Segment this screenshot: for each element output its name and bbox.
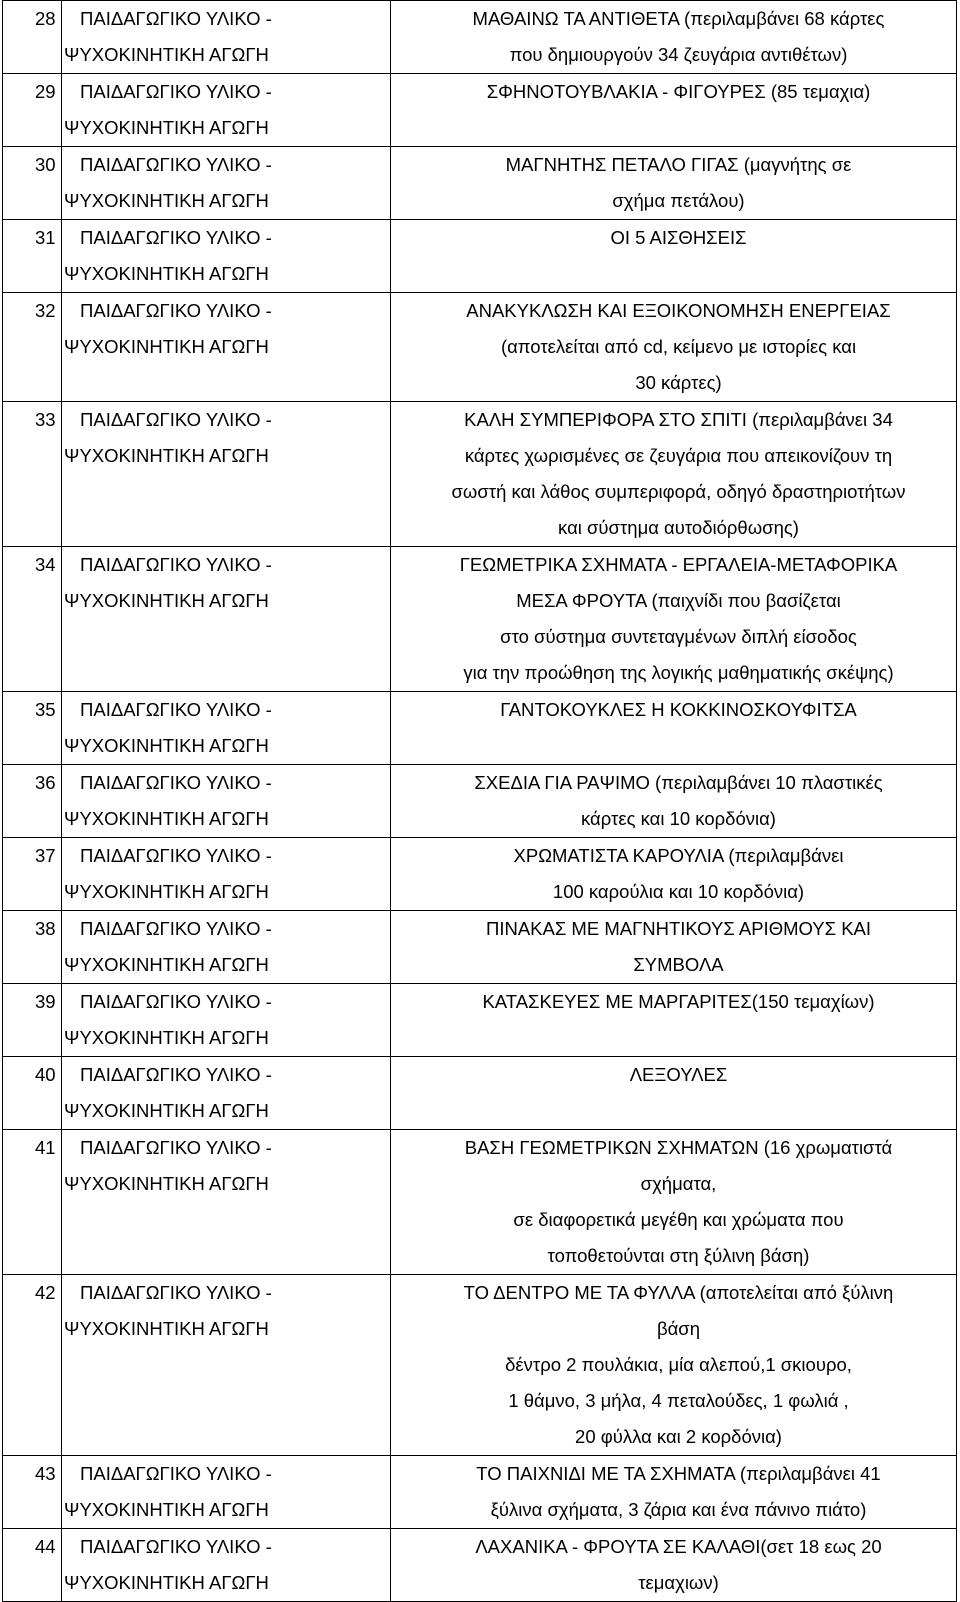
- item-description-line: ΛΕΞΟΥΛΕΣ: [629, 1064, 728, 1085]
- table-row: [3, 984, 957, 1057]
- item-description-line: [391, 256, 956, 292]
- item-category-line2: ΨΥΧΟΚΙΝΗΤΙΚΗ ΑΓΩΓΗ: [64, 1027, 269, 1048]
- item-category-line2: ΨΥΧΟΚΙΝΗΤΙΚΗ ΑΓΩΓΗ: [64, 1499, 269, 1520]
- item-description-line: ΠΙΝΑΚΑΣ ΜΕ ΜΑΓΝΗΤΙΚΟΥΣ ΑΡΙΘΜΟΥΣ ΚΑΙ: [485, 918, 872, 939]
- table-row: [3, 838, 957, 911]
- item-description-line: ΓΑΝΤΟΚΟΥΚΛΕΣ Η ΚΟΚΚΙΝΟΣΚΟΥΦΙΤΣΑ: [500, 699, 857, 720]
- item-description-cell: [391, 1130, 957, 1275]
- item-description-cell: [391, 74, 957, 147]
- item-category-line2: ΨΥΧΟΚΙΝΗΤΙΚΗ ΑΓΩΓΗ: [64, 1318, 269, 1339]
- item-number: 29: [35, 81, 56, 102]
- table-row: [3, 293, 957, 402]
- item-description-line: ΜΕΣΑ ΦΡΟΥΤΑ (παιχνίδι που βασίζεται: [516, 590, 841, 611]
- item-description-line: ΣΥΜΒΟΛΑ: [633, 954, 724, 975]
- item-category-line2: ΨΥΧΟΚΙΝΗΤΙΚΗ ΑΓΩΓΗ: [64, 1100, 269, 1121]
- item-description-cell: [391, 547, 957, 692]
- item-description-cell: [391, 911, 957, 984]
- item-number-cell: [3, 1529, 62, 1602]
- item-description-line: τοποθετούνται στη ξύλινη βάση): [547, 1245, 810, 1266]
- item-description-line: ΚΑΛΗ ΣΥΜΠΕΡΙΦΟΡΑ ΣΤΟ ΣΠΙΤΙ (περιλαμβάνει 34: [464, 409, 893, 430]
- item-number: 34: [35, 554, 56, 575]
- item-category-line1: ΠΑΙΔΑΓΩΓΙΚΟ ΥΛΙΚΟ -: [80, 409, 272, 430]
- item-description-line: σχήμα πετάλου): [612, 190, 745, 211]
- item-description-cell: [391, 1057, 957, 1130]
- item-description-line: (αποτελείται από cd, κείμενο με ιστορίες και: [500, 336, 857, 357]
- item-category-line2: ΨΥΧΟΚΙΝΗΤΙΚΗ ΑΓΩΓΗ: [64, 590, 269, 611]
- table-row: [3, 1130, 957, 1275]
- item-description-cell: [391, 1, 957, 74]
- item-description-line: για την προώθηση της λογικής μαθηματικής σκέψης): [463, 662, 894, 683]
- table-row: [3, 402, 957, 547]
- item-category-line2: ΨΥΧΟΚΙΝΗΤΙΚΗ ΑΓΩΓΗ: [64, 954, 269, 975]
- item-number: 35: [35, 699, 56, 720]
- item-description-line: 30 κάρτες): [635, 372, 722, 393]
- item-number: 44: [35, 1536, 56, 1557]
- item-description-cell: [391, 1529, 957, 1602]
- item-description-line: κάρτες χωρισμένες σε ζευγάρια που απεικονίζουν τη: [464, 445, 893, 466]
- item-number-cell: [3, 1275, 62, 1456]
- item-category-line2: ΨΥΧΟΚΙΝΗΤΙΚΗ ΑΓΩΓΗ: [64, 735, 269, 756]
- item-description-line: ΛΑΧΑΝΙΚΑ - ΦΡΟΥΤΑ ΣΕ ΚΑΛΑΘΙ(σετ 18 εως 20: [475, 1536, 882, 1557]
- item-number: 40: [35, 1064, 56, 1085]
- item-description-line: τεμαχιων): [638, 1572, 719, 1593]
- item-category-cell: [62, 1275, 391, 1456]
- item-description-line: [391, 728, 956, 764]
- item-category-cell: [62, 220, 391, 293]
- item-description-line: ΤΟ ΠΑΙΧΝΙΔΙ ΜΕ ΤΑ ΣΧΗΜΑΤΑ (περιλαμβάνει 41: [476, 1463, 881, 1484]
- item-category-cell: [62, 692, 391, 765]
- item-description-line: δέντρο 2 πουλάκια, μία αλεπού,1 σκιουρο,: [505, 1354, 852, 1375]
- item-number-cell: [3, 74, 62, 147]
- item-category-line1: ΠΑΙΔΑΓΩΓΙΚΟ ΥΛΙΚΟ -: [80, 918, 272, 939]
- item-description-cell: [391, 1275, 957, 1456]
- item-number-cell: [3, 984, 62, 1057]
- item-description-cell: [391, 293, 957, 402]
- item-description-line: ΤΟ ΔΕΝΤΡΟ ΜΕ ΤΑ ΦΥΛΛΑ (αποτελείται από ξύλινη: [463, 1282, 894, 1303]
- item-description-line: σχήματα,: [640, 1173, 717, 1194]
- item-category-line1: ΠΑΙΔΑΓΩΓΙΚΟ ΥΛΙΚΟ -: [80, 699, 272, 720]
- item-number: 36: [35, 772, 56, 793]
- item-category-cell: [62, 911, 391, 984]
- item-number: 30: [35, 154, 56, 175]
- item-category-cell: [62, 293, 391, 402]
- item-category-cell: [62, 402, 391, 547]
- table-row: [3, 547, 957, 692]
- item-number-cell: [3, 1456, 62, 1529]
- table-row: [3, 765, 957, 838]
- item-number-cell: [3, 402, 62, 547]
- item-category-line2: ΨΥΧΟΚΙΝΗΤΙΚΗ ΑΓΩΓΗ: [64, 44, 269, 65]
- item-category-line2: ΨΥΧΟΚΙΝΗΤΙΚΗ ΑΓΩΓΗ: [64, 190, 269, 211]
- item-description-line: και σύστημα αυτοδιόρθωσης): [558, 517, 799, 538]
- table-row: [3, 911, 957, 984]
- item-description-cell: [391, 220, 957, 293]
- item-category-line1: ΠΑΙΔΑΓΩΓΙΚΟ ΥΛΙΚΟ -: [80, 1282, 272, 1303]
- item-description-line: ΧΡΩΜΑΤΙΣΤΑ ΚΑΡΟΥΛΙΑ (περιλαμβάνει: [513, 845, 844, 866]
- item-number-cell: [3, 1130, 62, 1275]
- item-category-line2: ΨΥΧΟΚΙΝΗΤΙΚΗ ΑΓΩΓΗ: [64, 1173, 269, 1194]
- item-description-line: που δημιουργούν 34 ζευγάρια αντιθέτων): [509, 44, 848, 65]
- item-category-line1: ΠΑΙΔΑΓΩΓΙΚΟ ΥΛΙΚΟ -: [80, 772, 272, 793]
- item-description-cell: [391, 1456, 957, 1529]
- item-description-line: ξύλινα σχήματα, 3 ζάρια και ένα πάνινο πιάτο): [490, 1499, 867, 1520]
- item-number: 43: [35, 1463, 56, 1484]
- item-number: 39: [35, 991, 56, 1012]
- item-category-line2: ΨΥΧΟΚΙΝΗΤΙΚΗ ΑΓΩΓΗ: [64, 881, 269, 902]
- item-description-line: ΑΝΑΚΥΚΛΩΣΗ ΚΑΙ ΕΞΟΙΚΟΝΟΜΗΣΗ ΕΝΕΡΓΕΙΑΣ: [466, 300, 891, 321]
- item-description-line: ΓΕΩΜΕΤΡΙΚΑ ΣΧΗΜΑΤΑ - ΕΡΓΑΛΕΙΑ-ΜΕΤΑΦΟΡΙΚΑ: [459, 554, 898, 575]
- item-category-line2: ΨΥΧΟΚΙΝΗΤΙΚΗ ΑΓΩΓΗ: [64, 263, 269, 284]
- item-category-line1: ΠΑΙΔΑΓΩΓΙΚΟ ΥΛΙΚΟ -: [80, 81, 272, 102]
- item-category-line1: ΠΑΙΔΑΓΩΓΙΚΟ ΥΛΙΚΟ -: [80, 845, 272, 866]
- item-category-line1: ΠΑΙΔΑΓΩΓΙΚΟ ΥΛΙΚΟ -: [80, 300, 272, 321]
- item-number-cell: [3, 293, 62, 402]
- item-number: 32: [35, 300, 56, 321]
- item-category-line1: ΠΑΙΔΑΓΩΓΙΚΟ ΥΛΙΚΟ -: [80, 154, 272, 175]
- item-number-cell: [3, 1, 62, 74]
- item-category-cell: [62, 1, 391, 74]
- item-number-cell: [3, 911, 62, 984]
- item-description-line: σωστή και λάθος συμπεριφορά, οδηγό δραστηριοτήτων: [451, 481, 906, 502]
- table-row: [3, 1456, 957, 1529]
- item-number: 33: [35, 409, 56, 430]
- item-category-cell: [62, 1529, 391, 1602]
- item-category-cell: [62, 1057, 391, 1130]
- item-description-line: [391, 1093, 956, 1129]
- item-description-line: ΚΑΤΑΣΚΕΥΕΣ ΜΕ ΜΑΡΓΑΡΙΤΕΣ(150 τεμαχίων): [482, 991, 875, 1012]
- item-category-cell: [62, 1456, 391, 1529]
- item-number-cell: [3, 547, 62, 692]
- table-row: [3, 220, 957, 293]
- item-number-cell: [3, 692, 62, 765]
- item-description-line: 20 φύλλα και 2 κορδόνια): [575, 1426, 782, 1447]
- item-description-line: στο σύστημα συντεταγμένων διπλή είσοδος: [500, 626, 857, 647]
- item-category-line2: ΨΥΧΟΚΙΝΗΤΙΚΗ ΑΓΩΓΗ: [64, 117, 269, 138]
- item-category-line1: ΠΑΙΔΑΓΩΓΙΚΟ ΥΛΙΚΟ -: [80, 1536, 272, 1557]
- item-description-cell: [391, 402, 957, 547]
- item-description-line: ΒΑΣΗ ΓΕΩΜΕΤΡΙΚΩΝ ΣΧΗΜΑΤΩΝ (16 χρωματιστά: [464, 1137, 893, 1158]
- item-description-line: ΟΙ 5 ΑΙΣΘΗΣΕΙΣ: [610, 227, 747, 248]
- item-number-cell: [3, 220, 62, 293]
- item-category-cell: [62, 838, 391, 911]
- item-category-line1: ΠΑΙΔΑΓΩΓΙΚΟ ΥΛΙΚΟ -: [80, 227, 272, 248]
- item-description-line: κάρτες και 10 κορδόνια): [581, 808, 776, 829]
- table-row: [3, 1057, 957, 1130]
- item-number: 38: [35, 918, 56, 939]
- table-row: [3, 1275, 957, 1456]
- item-category-line1: ΠΑΙΔΑΓΩΓΙΚΟ ΥΛΙΚΟ -: [80, 554, 272, 575]
- table-row: [3, 1, 957, 74]
- item-category-cell: [62, 147, 391, 220]
- item-category-cell: [62, 547, 391, 692]
- item-description-cell: [391, 147, 957, 220]
- item-number-cell: [3, 147, 62, 220]
- item-category-cell: [62, 1130, 391, 1275]
- item-number: 37: [35, 845, 56, 866]
- item-number-cell: [3, 1057, 62, 1130]
- item-number: 41: [35, 1137, 56, 1158]
- items-table-body: [3, 1, 957, 1602]
- item-category-line2: ΨΥΧΟΚΙΝΗΤΙΚΗ ΑΓΩΓΗ: [64, 336, 269, 357]
- item-number-cell: [3, 838, 62, 911]
- item-description-line: βάση: [656, 1318, 701, 1339]
- item-number: 28: [35, 8, 56, 29]
- item-number: 42: [35, 1282, 56, 1303]
- item-description-cell: [391, 692, 957, 765]
- item-category-line1: ΠΑΙΔΑΓΩΓΙΚΟ ΥΛΙΚΟ -: [80, 8, 272, 29]
- item-description-line: 100 καρούλια και 10 κορδόνια): [552, 881, 805, 902]
- item-category-line1: ΠΑΙΔΑΓΩΓΙΚΟ ΥΛΙΚΟ -: [80, 991, 272, 1012]
- item-description-cell: [391, 765, 957, 838]
- item-description-line: 1 θάμνο, 3 μήλα, 4 πεταλούδες, 1 φωλιά ,: [508, 1390, 849, 1411]
- item-description-line: ΜΑΓΝΗΤΗΣ ΠΕΤΑΛΟ ΓΙΓΑΣ (μαγνήτης σε: [505, 154, 852, 175]
- item-category-line2: ΨΥΧΟΚΙΝΗΤΙΚΗ ΑΓΩΓΗ: [64, 808, 269, 829]
- item-category-line1: ΠΑΙΔΑΓΩΓΙΚΟ ΥΛΙΚΟ -: [80, 1137, 272, 1158]
- item-category-cell: [62, 74, 391, 147]
- item-description-line: ΣΦΗΝΟΤΟΥΒΛΑΚΙΑ - ΦΙΓΟΥΡΕΣ (85 τεμαχια): [486, 81, 871, 102]
- item-category-line2: ΨΥΧΟΚΙΝΗΤΙΚΗ ΑΓΩΓΗ: [64, 445, 269, 466]
- item-category-cell: [62, 984, 391, 1057]
- item-category-line1: ΠΑΙΔΑΓΩΓΙΚΟ ΥΛΙΚΟ -: [80, 1064, 272, 1085]
- item-description-cell: [391, 838, 957, 911]
- table-row: [3, 147, 957, 220]
- item-category-line1: ΠΑΙΔΑΓΩΓΙΚΟ ΥΛΙΚΟ -: [80, 1463, 272, 1484]
- item-category-cell: [62, 765, 391, 838]
- table-row: [3, 692, 957, 765]
- item-description-line: [391, 1020, 956, 1056]
- item-description-line: σε διαφορετικά μεγέθη και χρώματα που: [513, 1209, 844, 1230]
- item-description-line: ΜΑΘΑΙΝΩ ΤΑ ΑΝΤΙΘΕΤΑ (περιλαμβάνει 68 κάρτες: [472, 8, 885, 29]
- item-description-line: [391, 110, 956, 146]
- item-number-cell: [3, 765, 62, 838]
- table-row: [3, 74, 957, 147]
- item-description-cell: [391, 984, 957, 1057]
- item-description-line: ΣΧΕΔΙΑ ΓΙΑ ΡΑΨΙΜΟ (περιλαμβάνει 10 πλαστικές: [474, 772, 883, 793]
- items-table: [2, 0, 957, 1602]
- item-category-line2: ΨΥΧΟΚΙΝΗΤΙΚΗ ΑΓΩΓΗ: [64, 1572, 269, 1593]
- table-row: [3, 1529, 957, 1602]
- item-number: 31: [35, 227, 56, 248]
